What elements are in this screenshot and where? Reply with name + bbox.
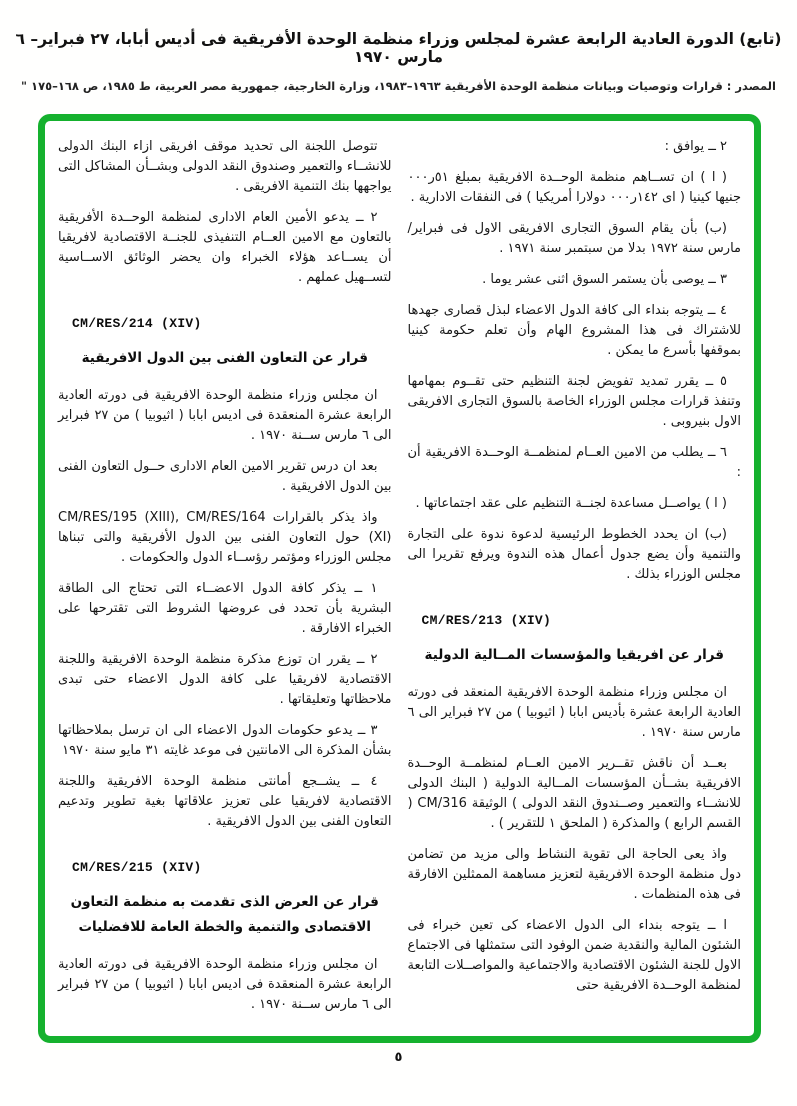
paragraph: واذ يعى الحاجة الى تقوية النشاط والى مزيد من تضامن دول منظمة الوحدة الافريقية لتعزيز مساهمة الممثلين الافارقة فى هذه المنظمات . (407, 847, 741, 902)
paragraph: ٥ ــ يقرر تمديد تفويض لجنة التنظيم حتى تقــوم بمهامها وتنفذ قرارات مجلس الوزراء الخاصة بالسوق التجارى الافريقى الاول بنيروبى . (407, 374, 741, 429)
resolution-code: CM/RES/213 (XIV) (421, 613, 552, 628)
resolution-heading: قرار عن العرض الذى تقدمت به منظمة التعاون الاقتصادى والتنمية والخطة العامة للافضليات (70, 894, 379, 935)
paragraph: (ب) ان يحدد الخطوط الرئيسية لدعوة ندوة على التجارة والتنمية وأن يضع جدول أعمال هذه الندوة ويرفع تقريرا الى مجلس الوزراء بذلك . (407, 527, 741, 582)
paragraph: ٢ ــ يقرر ان توزع مذكرة منظمة الوحدة الافريقية واللجنة الاقتصادية لافريقيا على كافة الدول الاعضاء حتى تبدى ملاحظاتها وتعليقاتها . (58, 652, 392, 707)
two-column-text (45, 121, 754, 1019)
paragraph: بعد ان درس تقرير الامين العام الادارى حــول التعاون الفنى بين الدول الافريقية . (58, 459, 392, 494)
paragraph: ( ا ) ان تســاهم منظمة الوحــدة الافريقية بمبلغ ٥١ر٠٠٠ جنيها كينيا ( اى ١٤٢ر٠٠٠ دولارا أمريكيا ) فى النفقات الادارية . (407, 170, 741, 205)
paragraph: ان مجلس وزراء منظمة الوحدة الافريقية فى دورته العادية الرابعة عشرة المنعقدة فى اديس ابابا ( اثيوبيا ) من ٢٧ فبراير الى ٦ مارس ســنة ١٩٧٠ . (58, 957, 392, 1012)
paragraph: ٢ ــ يدعو الأمين العام الادارى لمنظمة الوحــدة الأفريقية بالتعاون مع الامين العــام التنفيذى للجنــة الاقتصادية لافريقيا أن يســاعد هؤلاء الخبراء وان يحضر الوثائق الاســاسية لتســهيل عملهم . (58, 210, 392, 285)
paragraph: ٤ ــ يشــجع أمانتى منظمة الوحدة الافريقية واللجنة الاقتصادية لافريقيا على تعزيز علاقاتها بغية تطوير وتدعيم التعاون الفنى بين الدول الافريقية . (58, 774, 392, 829)
resolution-code: CM/RES/214 (XIV) (72, 316, 202, 331)
paragraph: ٢ ــ يوافق : (664, 139, 727, 154)
paragraph: بعــد أن ناقش تقــرير الامين العــام لمنظمــة الوحــدة الافريقية بشــأن المؤسسات المــالية الدولية ( البنك الدولى للانشــاء والتعمير وصــندوق النقد الدولى ) الوثيقة CM/316 ( القسم الرابع ) والمذكرة ( الملحق ١ للتقرير ) . (407, 756, 741, 831)
column-left (58, 137, 392, 1019)
page-header (0, 30, 797, 93)
paragraph: (ب) بأن يقام السوق التجارى الافريقى الاول فى فبراير/مارس سنة ١٩٧٢ بدلا من سبتمبر سنة ١٩٧١ . (407, 221, 741, 256)
resolution-code: CM/RES/215 (XIV) (72, 860, 202, 875)
resolution-heading: قرار عن التعاون الفنى بين الدول الافريقية (81, 350, 368, 366)
paragraph: ان مجلس وزراء منظمة الوحدة الافريقية فى دورته العادية الرابعة عشرة المنعقدة فى اديس ابابا ( اثيوبيا ) من ٢٧ فبراير الى ٦ مارس ســنة ١٩٧٠ . (58, 388, 392, 443)
paragraph: ( ا ) يواصــل مساعدة لجنــة التنظيم على عقد اجتماعاتها . (415, 496, 727, 511)
paragraph: ان مجلس وزراء منظمة الوحدة الافريقية المنعقد فى دورته العادية الرابعة عشرة بأديس ابابا ( اثيوبيا ) من ٢٧ فبراير الى ٦ مارس سنة ١٩٧٠ . (407, 685, 741, 740)
paragraph: واذ يذكر بالقرارات CM/RES/195 (XIII), CM/RES/164 (XI) حول التعاون الفنى بين الدول الأفريقية والتى تبناها مجلس الوزراء ومؤتمر رؤســاء الدول والحكومات . (58, 510, 392, 565)
green-border-frame (38, 114, 761, 1043)
paragraph: ٤ ــ يتوجه بنداء الى كافة الدول الاعضاء لبذل قصارى جهدها للاشتراك فى هذا المشروع الهام وأن تعلم حكومة كينيا بموقفها بأسرع ما يمكن . (407, 303, 741, 358)
paragraph: ٦ ــ يطلب من الامين العــام لمنظمــة الوحــدة الافريقية أن : (407, 445, 741, 480)
column-right (408, 137, 742, 1019)
source-citation: المصدر : قرارات وتوصيات وبيانات منظمة الوحدة الأفريقية ١٩٦٣–١٩٨٣، وزارة الخارجية، جمهورية مصر العربية، ط ١٩٨٥، ص ١٦٨–١٧٥ " (21, 79, 776, 93)
page-number: ٥ (394, 1050, 403, 1065)
paragraph: تتوصل اللجنة الى تحديد موقف افريقى ازاء البنك الدولى للانشــاء والتعمير وصندوق النقد الدولى وبشــأن المشاكل التى يواجهها بنك التنمية الافريقى . (58, 139, 392, 194)
paragraph: ١ ــ يذكر كافة الدول الاعضــاء التى تحتاج الى الطاقة البشرية بأن تحدد فى عروضها الشروط التى تقترحها على الخبراء الافارقة . (58, 581, 392, 636)
resolution-heading: قرار عن افريقيا والمؤسسات المــالية الدولية (424, 647, 724, 663)
paragraph: ٣ ــ يدعو حكومات الدول الاعضاء الى ان ترسل بملاحظاتها بشأن المذكرة الى الامانتين فى موعد غايته ٣١ مايو سنة ١٩٧٠ (58, 723, 392, 758)
paragraph: ٣ ــ يوصى بأن يستمر السوق اثنى عشر يوما . (482, 272, 727, 287)
paragraph: ا ــ يتوجه بنداء الى الدول الاعضاء كى تعين خبراء فى الشئون المالية والنقدية ضمن الوفود التى ستمثلها فى الاجتماع الاول للجنة الشئون الاقتصادية والاجتماعية والمواصــلات التابعة لمنظمة الوحــدة الافريقية حتى (407, 918, 741, 993)
session-title: (تابع) الدورة العادية الرابعة عشرة لمجلس وزراء منظمة الوحدة الأفريقية فى أديس أبابا، ٢٧ فبراير– ٦ مارس ١٩٧٠ (15, 30, 782, 66)
